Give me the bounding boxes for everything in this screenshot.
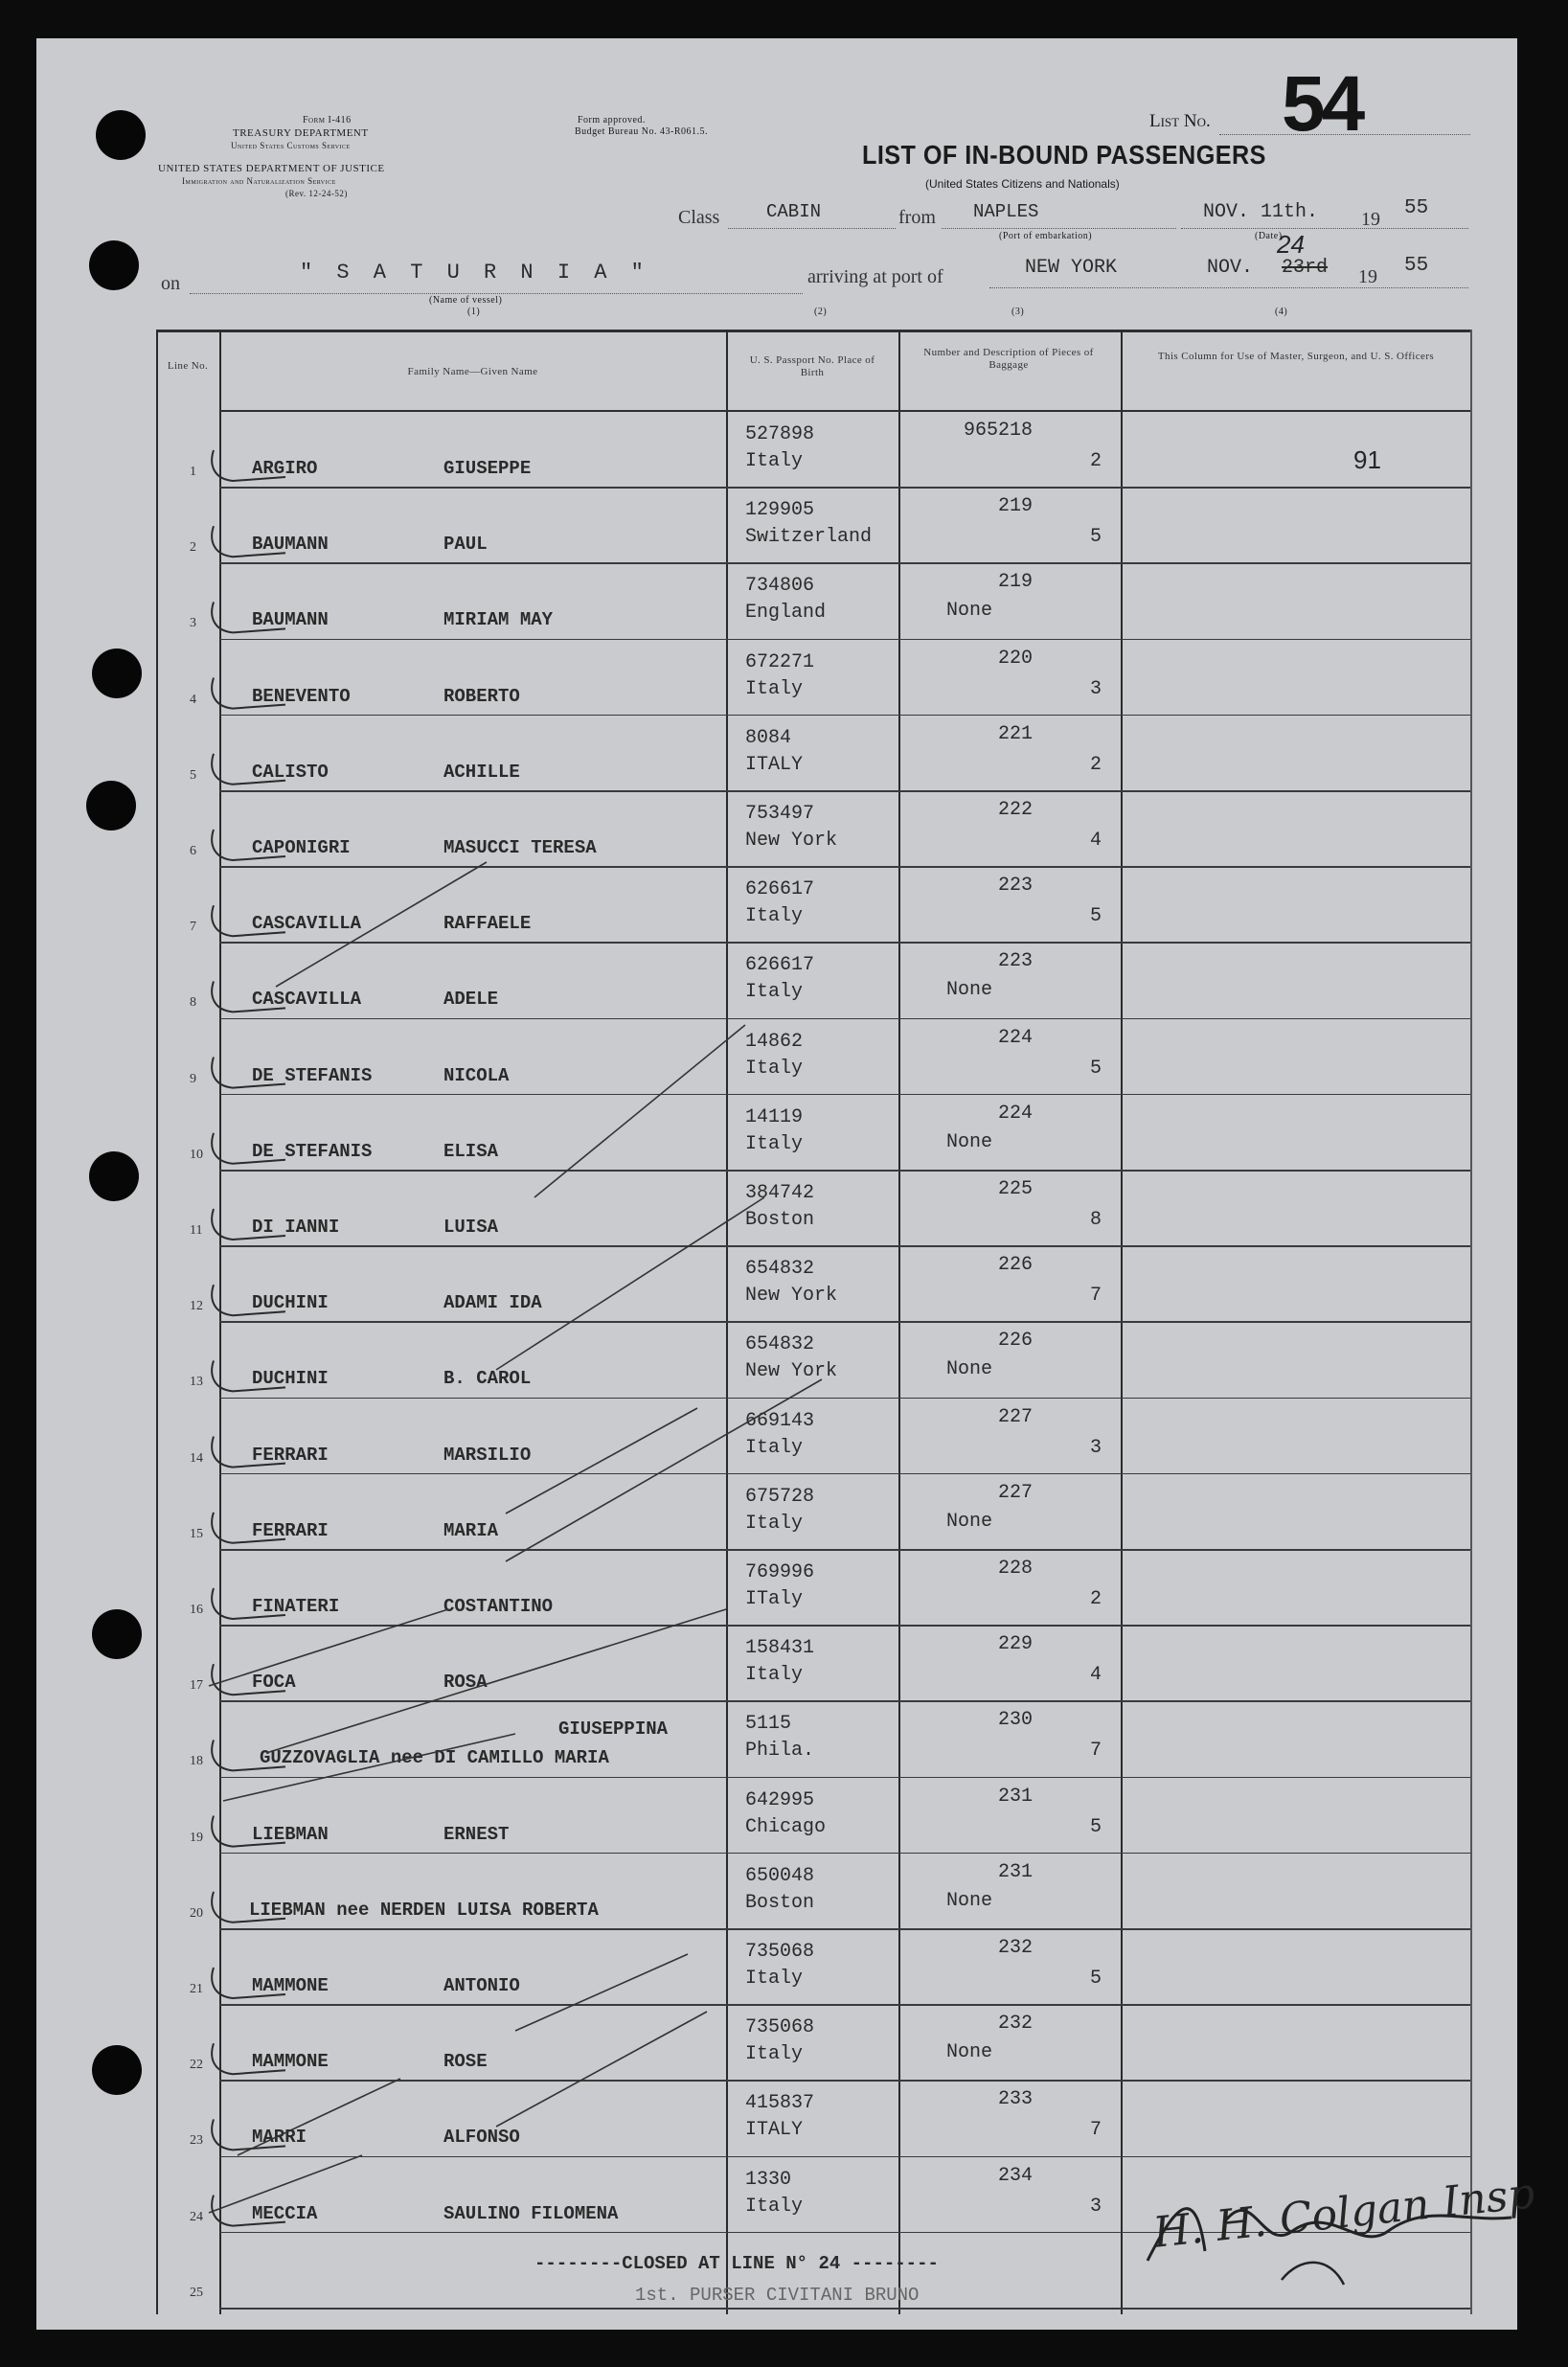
pen-stroke [266, 1609, 726, 1753]
passport-number: 1330 [745, 2168, 792, 2191]
check-mark [212, 2119, 285, 2150]
line-number: 5 [190, 767, 196, 783]
line-number: 23 [190, 2133, 203, 2149]
year1-prefix: 19 [1361, 209, 1380, 230]
on-label: on [161, 273, 180, 294]
family-name: CAPONIGRI [252, 837, 351, 858]
header-name: Family Name—Given Name [407, 366, 538, 377]
baggage-number: 227 [997, 1405, 1033, 1428]
given-name: ADAMI IDA [443, 1292, 542, 1314]
place-of-birth: New York [745, 830, 838, 852]
pen-stroke [506, 1379, 822, 1561]
baggage-number: 229 [997, 1633, 1033, 1656]
place-of-birth: Italy [745, 450, 804, 472]
passport-number: 753497 [745, 803, 815, 825]
place-of-birth: Italy [745, 981, 804, 1004]
passport-number: 129905 [745, 499, 815, 522]
baggage-number: 233 [997, 2088, 1033, 2111]
baggage-number: 223 [997, 875, 1033, 898]
closed-line: --------CLOSED AT LINE N° 24 -------- [534, 2253, 939, 2274]
pen-stroke [209, 2155, 362, 2213]
check-mark [212, 526, 285, 557]
family-name: BAUMANN [252, 534, 329, 556]
place-of-birth: Chicago [745, 1815, 827, 1838]
check-mark [212, 1133, 285, 1164]
baggage-count: 2 [1089, 450, 1102, 472]
check-mark [212, 1968, 285, 1998]
passport-number: 384742 [745, 1182, 815, 1204]
arrival-port: NEW YORK [1025, 257, 1118, 279]
family-name: LIEBMAN nee NERDEN LUISA ROBERTA [249, 1899, 599, 1921]
check-mark [212, 1285, 285, 1315]
revision: (Rev. 12-24-52) [285, 189, 348, 198]
place-of-birth: New York [745, 1285, 838, 1308]
baggage-count: 5 [1089, 1968, 1102, 1990]
baggage-count: 4 [1089, 830, 1102, 852]
baggage-number: 221 [997, 722, 1033, 745]
family-name: FERRARI [252, 1444, 329, 1466]
place-of-birth: Italy [745, 1512, 804, 1535]
pen-stroke [506, 1408, 697, 1514]
arriving-label: arriving at port of [807, 266, 943, 287]
line-number: 7 [190, 920, 196, 935]
page-subtitle: (United States Citizens and Nationals) [925, 177, 1120, 191]
given-name: MARSILIO [443, 1444, 532, 1466]
baggage-count: 4 [1089, 1664, 1102, 1687]
year1: 55 [1404, 197, 1429, 219]
check-mark [212, 1892, 285, 1923]
col-num-4: (4) [1275, 307, 1288, 317]
check-mark [212, 2043, 285, 2074]
customs-service: United States Customs Service [231, 141, 351, 150]
given-name: PAUL [443, 534, 488, 556]
place-of-birth: Italy [745, 905, 804, 928]
baggage-count: 2 [1089, 1588, 1102, 1610]
place-of-birth: Boston [745, 1209, 815, 1231]
passport-number: 735068 [745, 1941, 815, 1963]
line-number: 2 [190, 540, 196, 556]
baggage-count: 3 [1089, 677, 1102, 700]
baggage-number: 231 [997, 1860, 1033, 1883]
officer-note: 91 [1353, 445, 1381, 474]
list-number: 54 [1282, 60, 1362, 148]
family-name: MAMMONE [252, 1975, 329, 1996]
family-name: DE STEFANIS [252, 1064, 373, 1086]
place-of-birth: Italy [745, 677, 804, 700]
check-mark [212, 1664, 285, 1695]
passport-number: 158431 [745, 1637, 815, 1660]
family-name: BAUMANN [252, 609, 329, 631]
given-name: RAFFAELE [443, 913, 532, 935]
baggage-count: 2 [1089, 753, 1102, 776]
family-name: MECCIA [252, 2202, 318, 2224]
family-name: DE STEFANIS [252, 1140, 373, 1162]
given-name: ALFONSO [443, 2127, 520, 2149]
col-num-3: (3) [1011, 307, 1025, 317]
baggage-count: 5 [1089, 1815, 1102, 1838]
passport-number: 669143 [745, 1409, 815, 1432]
passport-number: 769996 [745, 1561, 815, 1583]
place-of-birth: England [745, 602, 827, 625]
place-of-birth: Italy [745, 2195, 804, 2218]
check-mark [212, 1437, 285, 1468]
check-mark [212, 602, 285, 632]
header-officers: This Column for Use of Master, Surgeon, and U. S. Officers [1157, 351, 1435, 362]
check-mark [212, 1588, 285, 1619]
page-title: LIST OF IN-BOUND PASSENGERS [862, 140, 1266, 170]
family-name: FERRARI [252, 1519, 329, 1541]
line-number: 21 [190, 1982, 203, 1996]
passport-number: 654832 [745, 1258, 815, 1281]
place-of-birth: Italy [745, 1664, 804, 1687]
baggage-number: 232 [997, 2013, 1033, 2036]
family-name: CASCAVILLA [252, 913, 362, 935]
line-number: 18 [190, 1754, 203, 1769]
baggage-count: 8 [1089, 1209, 1102, 1231]
baggage-count: 7 [1089, 1285, 1102, 1308]
header-baggage: Number and Description of Pieces of Baggage [923, 347, 1094, 371]
family-name: DI IANNI [252, 1217, 340, 1238]
check-mark [212, 1058, 285, 1088]
family-name: ARGIRO [252, 458, 318, 479]
vessel-name: " S A T U R N I A " [300, 261, 649, 284]
line-number: 10 [190, 1147, 203, 1162]
baggage-count: None [946, 2041, 993, 2064]
check-mark [212, 1740, 285, 1770]
family-name: CALISTO [252, 761, 329, 783]
line-number: 24 [190, 2209, 203, 2224]
given-name: ERNEST [443, 1823, 510, 1845]
check-mark [212, 754, 285, 785]
given-name: ROBERTO [443, 685, 520, 707]
family-name: DUCHINI [252, 1368, 329, 1390]
arrival-date-correction: 24 [1277, 230, 1305, 259]
given-name: B. CAROL [443, 1368, 532, 1390]
year2-prefix: 19 [1358, 266, 1377, 287]
check-mark [212, 830, 285, 860]
baggage-count: None [946, 600, 993, 623]
line-number: 13 [190, 1375, 203, 1390]
baggage-number: 231 [997, 1785, 1033, 1808]
given-name: SAULINO FILOMENA [443, 2202, 619, 2224]
place-of-birth: ITALY [745, 753, 804, 776]
arrival-date-prefix: NOV. [1207, 257, 1254, 279]
header-passport: U. S. Passport No. Place of Birth [749, 354, 875, 378]
baggage-number: 965218 [963, 420, 1033, 442]
purser-line: 1st. PURSER CIVITANI BRUNO [635, 2285, 920, 2306]
baggage-number: 222 [997, 799, 1033, 821]
check-mark [212, 1209, 285, 1240]
given-name: ADELE [443, 989, 499, 1011]
given-name: ROSE [443, 2051, 488, 2073]
given-name: COSTANTINO [443, 1596, 554, 1617]
baggage-count: 5 [1089, 526, 1102, 549]
line-number: 3 [190, 616, 196, 631]
place-of-birth: Italy [745, 1968, 804, 1990]
baggage-number: 219 [997, 571, 1033, 594]
port-embark-label: (Port of embarkation) [999, 231, 1093, 241]
depart-date: NOV. 11th. [1203, 201, 1319, 223]
line-number: 9 [190, 1071, 196, 1086]
check-mark [212, 981, 285, 1012]
line-number: 6 [190, 844, 196, 858]
justice-dept: UNITED STATES DEPARTMENT OF JUSTICE [158, 163, 385, 174]
family-name: DUCHINI [252, 1292, 329, 1314]
passport-number: 642995 [745, 1788, 815, 1811]
given-name: GIUSEPPINA [558, 1718, 669, 1741]
baggage-count: None [946, 1510, 993, 1533]
pen-stroke [238, 2079, 400, 2155]
pen-stroke [534, 1025, 745, 1197]
passport-number: 735068 [745, 2016, 815, 2039]
check-mark [212, 2196, 285, 2226]
line-number: 20 [190, 1905, 203, 1921]
pen-stroke [515, 1954, 688, 2031]
manifest-page [36, 38, 1537, 2330]
passport-number: 626617 [745, 954, 815, 977]
place-of-birth: Italy [745, 1057, 804, 1080]
line-number: 8 [190, 995, 196, 1011]
from-value: NAPLES [973, 201, 1039, 222]
check-mark [212, 678, 285, 709]
passport-number: 14119 [745, 1105, 804, 1128]
family-name: LIEBMAN [252, 1823, 329, 1845]
passport-number: 626617 [745, 878, 815, 901]
family-name: CASCAVILLA [252, 989, 362, 1011]
baggage-number: 225 [997, 1178, 1033, 1200]
passport-number: 654832 [745, 1333, 815, 1356]
pen-stroke [276, 862, 487, 987]
class-label: Class [678, 207, 720, 228]
check-mark [212, 1360, 285, 1391]
line-number: 11 [190, 1223, 203, 1238]
baggage-number: 224 [997, 1102, 1033, 1125]
line-number: 19 [190, 1830, 203, 1845]
given-name: GIUSEPPE [443, 458, 532, 479]
passport-number: 14862 [745, 1030, 804, 1053]
line-number: 17 [190, 1678, 203, 1694]
check-mark [212, 450, 285, 481]
baggage-number: 220 [997, 647, 1033, 670]
baggage-number: 230 [997, 1709, 1033, 1732]
family-name: FOCA [252, 1672, 296, 1694]
treasury-dept: TREASURY DEPARTMENT [233, 127, 369, 139]
line-number: 25 [190, 2285, 203, 2300]
baggage-number: 226 [997, 1330, 1033, 1353]
check-mark [212, 1816, 285, 1847]
check-marks [36, 38, 1517, 2330]
col-num-1: (1) [467, 307, 481, 317]
baggage-count: None [946, 1889, 993, 1912]
place-of-birth: Switzerland [745, 526, 873, 549]
class-value: CABIN [766, 201, 822, 222]
given-name: ELISA [443, 1140, 499, 1162]
place-of-birth: New York [745, 1360, 838, 1383]
check-mark [212, 1513, 285, 1543]
family-name: FINATERI [252, 1596, 340, 1617]
form-id: Form I-416 [303, 115, 352, 125]
place-of-birth: Italy [745, 1132, 804, 1155]
list-no-label: List No. [1149, 111, 1211, 131]
passport-number: 650048 [745, 1864, 815, 1887]
baggage-count: None [946, 1358, 993, 1381]
ins-service: Immigration and Naturalization Service [182, 176, 336, 186]
passport-number: 734806 [745, 575, 815, 598]
baggage-number: 234 [997, 2164, 1033, 2187]
baggage-count: 3 [1089, 1436, 1102, 1459]
baggage-number: 219 [997, 495, 1033, 518]
given-name: LUISA [443, 1217, 499, 1238]
family-name: GUZZOVAGLIA nee DI CAMILLO MARIA [260, 1747, 609, 1769]
baggage-number: 227 [997, 1481, 1033, 1504]
budget-bureau: Budget Bureau No. 43-R061.5. [575, 126, 708, 137]
line-number: 16 [190, 1603, 203, 1617]
passport-number: 5115 [745, 1713, 792, 1736]
line-number: 12 [190, 1299, 203, 1314]
baggage-number: 224 [997, 1026, 1033, 1049]
line-number: 14 [190, 1450, 203, 1466]
baggage-count: 5 [1089, 905, 1102, 928]
passport-number: 527898 [745, 423, 815, 445]
given-name: MASUCCI TERESA [443, 837, 597, 858]
line-number: 22 [190, 2058, 203, 2073]
inspector-signature: H. H. Colgan Insp [1150, 2169, 1537, 2258]
year2: 55 [1404, 255, 1429, 277]
given-name: ACHILLE [443, 761, 520, 783]
family-name: MARRI [252, 2127, 307, 2149]
baggage-count: 3 [1089, 2195, 1102, 2218]
passport-number: 8084 [745, 726, 792, 749]
family-name: MAMMONE [252, 2051, 329, 2073]
given-name: MIRIAM MAY [443, 609, 554, 631]
line-number: 4 [190, 692, 196, 707]
check-mark [212, 905, 285, 936]
place-of-birth: Italy [745, 2043, 804, 2066]
baggage-number: 232 [997, 1937, 1033, 1959]
baggage-count: None [946, 979, 993, 1002]
place-of-birth: Phila. [745, 1740, 815, 1763]
pen-stroke [209, 1609, 448, 1686]
baggage-number: 226 [997, 1254, 1033, 1277]
place-of-birth: Italy [745, 1436, 804, 1459]
passport-number: 672271 [745, 650, 815, 673]
family-name: BENEVENTO [252, 685, 351, 707]
place-of-birth: Boston [745, 1891, 815, 1914]
pen-stroke [496, 1197, 764, 1370]
given-name: MARIA [443, 1519, 499, 1541]
baggage-count: 7 [1089, 2119, 1102, 2142]
header-line-no: Line No. [167, 360, 209, 372]
given-name: ANTONIO [443, 1975, 520, 1996]
pen-stroke [496, 2012, 707, 2127]
line-number: 1 [190, 465, 196, 479]
given-name: ROSA [443, 1672, 488, 1694]
baggage-number: 228 [997, 1558, 1033, 1580]
given-name: NICOLA [443, 1064, 510, 1086]
place-of-birth: ITALY [745, 2119, 804, 2142]
baggage-count: 7 [1089, 1740, 1102, 1763]
form-approved: Form approved. [578, 115, 646, 125]
baggage-number: 223 [997, 950, 1033, 973]
vessel-label: (Name of vessel) [429, 295, 503, 306]
from-label: from [898, 207, 936, 228]
line-number: 15 [190, 1526, 203, 1541]
place-of-birth: ITaly [745, 1588, 804, 1610]
date-label: (Date) [1255, 231, 1283, 241]
baggage-count: None [946, 1130, 993, 1153]
passport-number: 675728 [745, 1485, 815, 1508]
col-num-2: (2) [814, 307, 828, 317]
baggage-count: 5 [1089, 1057, 1102, 1080]
arrival-date-struck: 23rd [1282, 257, 1329, 279]
passport-number: 415837 [745, 2092, 815, 2115]
